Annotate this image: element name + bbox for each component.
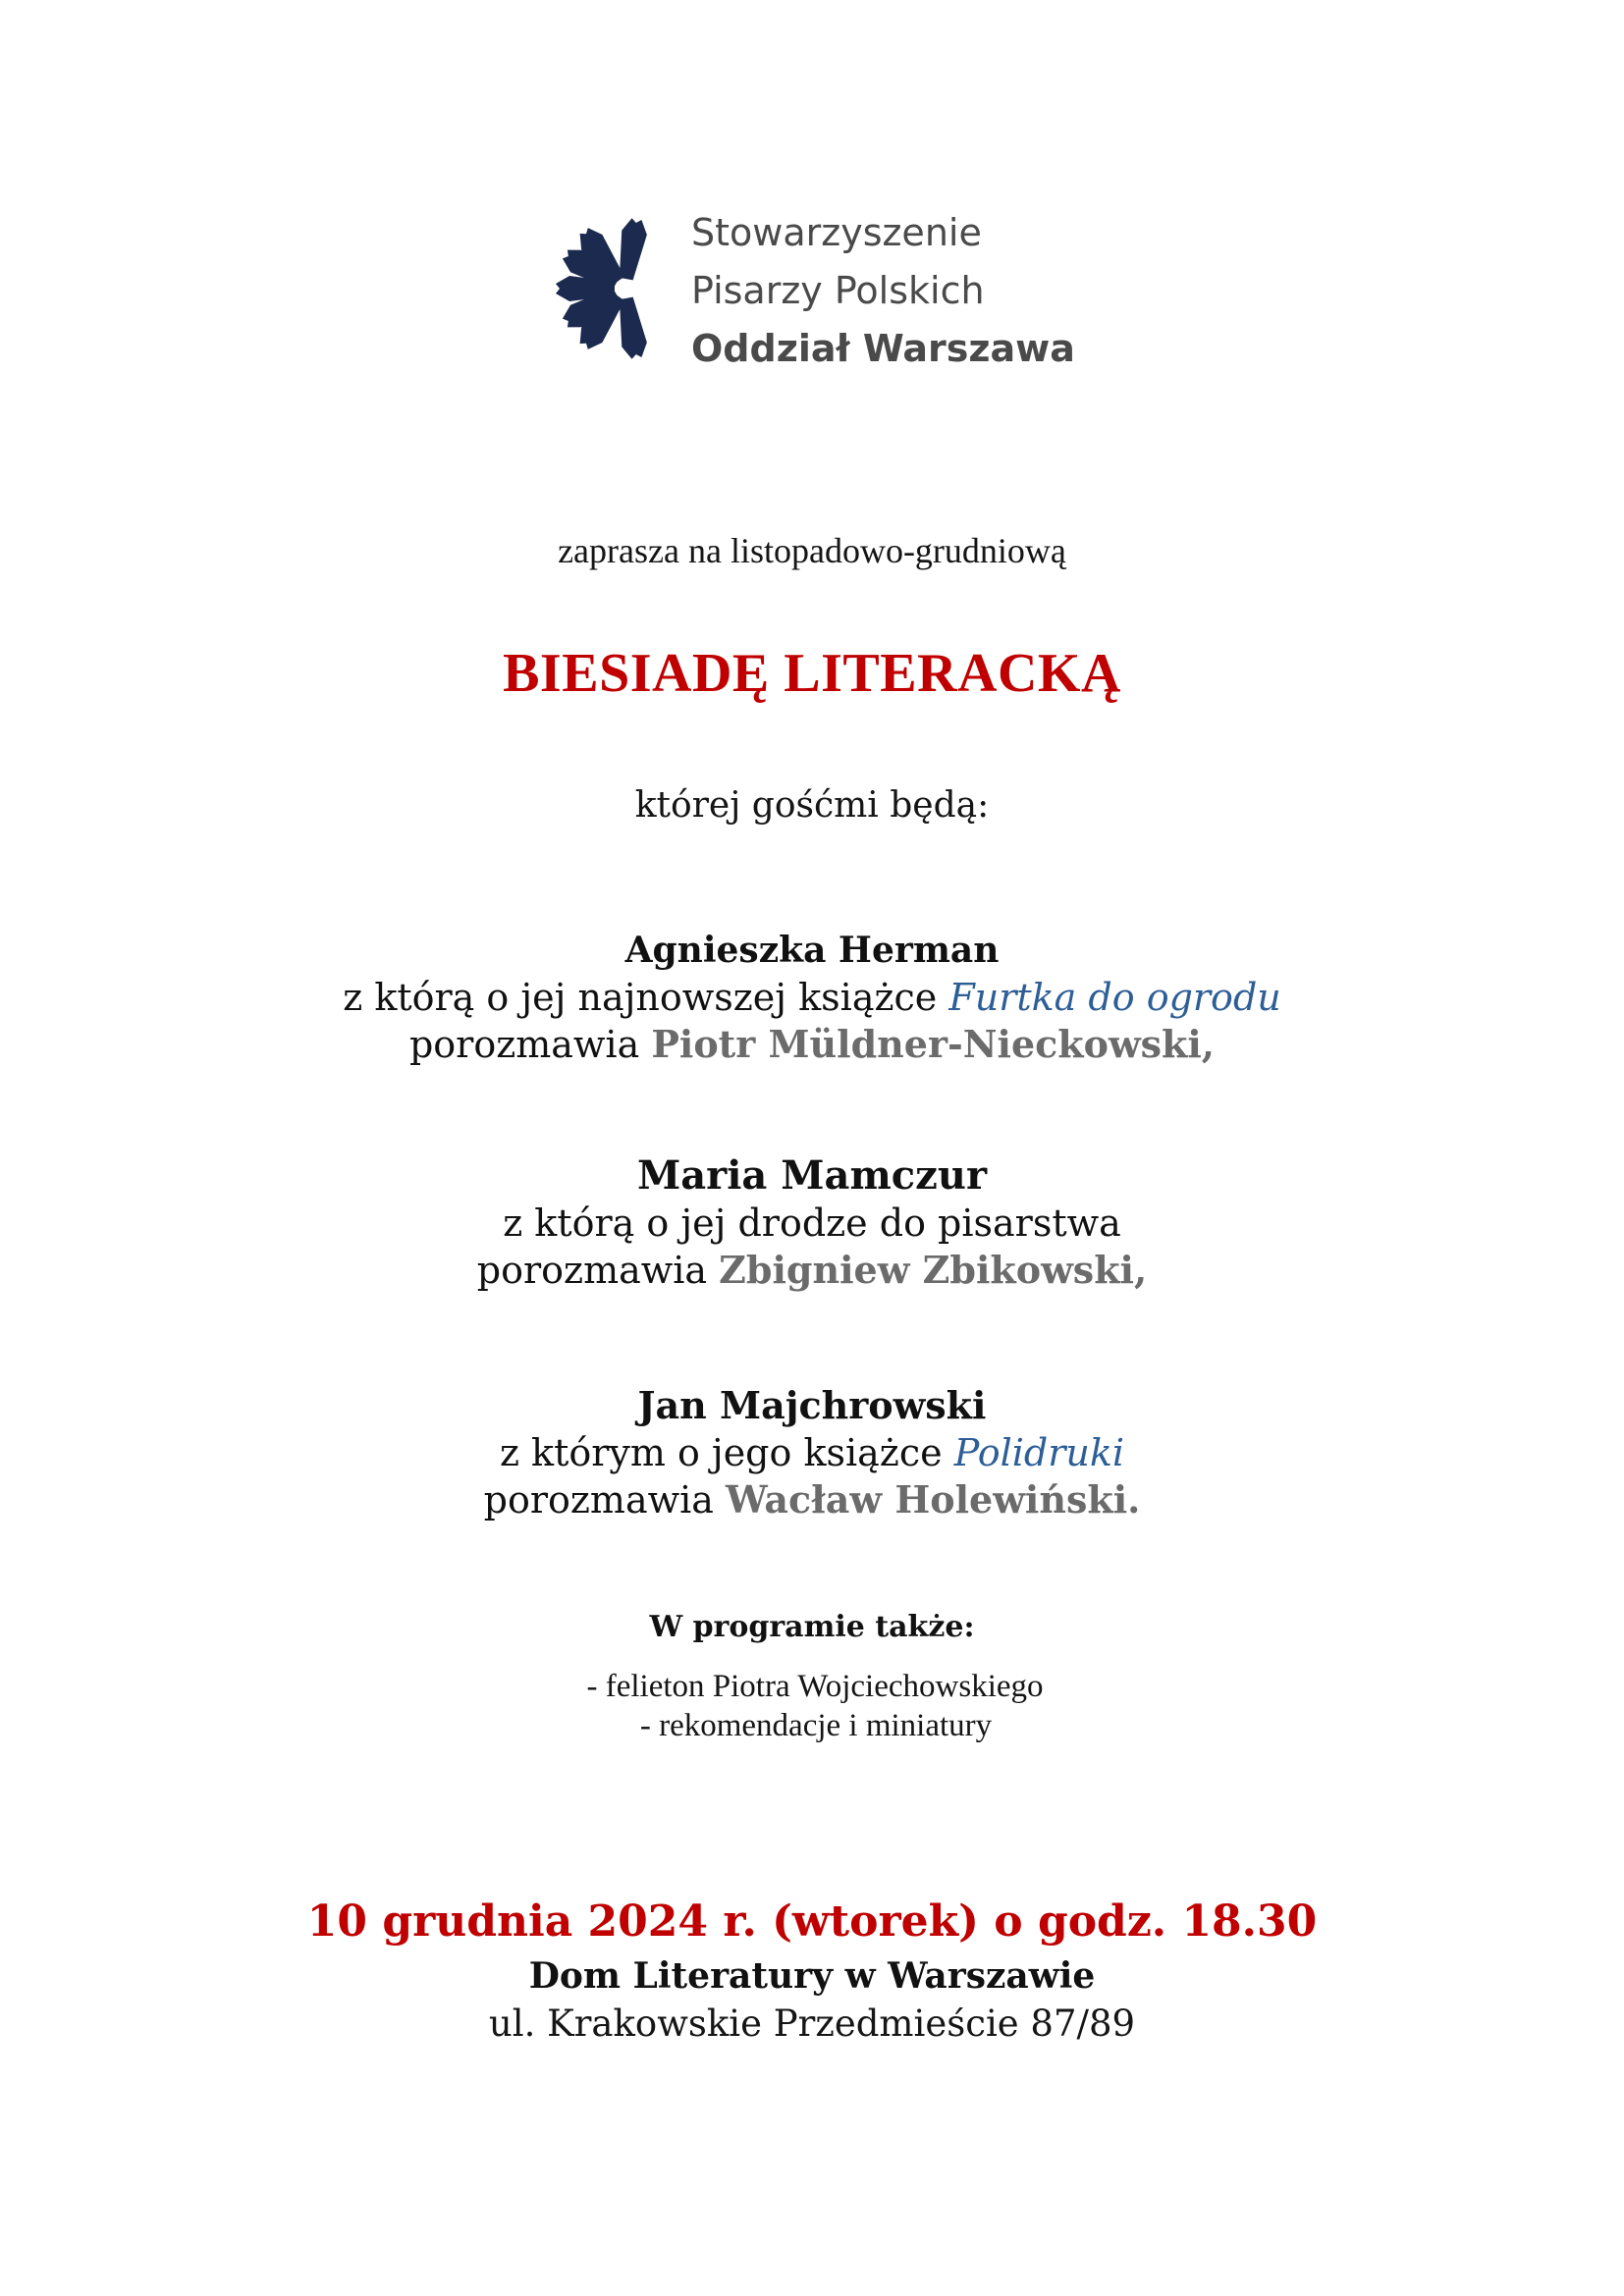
guest-block [0,927,1624,1068]
pen-nib-flower-icon [546,198,664,379]
host-prefix: porozmawia [483,1478,727,1522]
host-prefix: porozmawia [476,1249,720,1292]
logo-text [691,204,1075,378]
event-address: ul. Krakowskie Przedmieście 87/89 [488,2002,1136,2045]
guest-host-line [0,1021,1624,1068]
guest-topic-text: z którym o jego książce [499,1431,954,1474]
logo-line-3: Oddział Warszawa [691,327,1075,370]
guest-host-line [0,1476,1624,1523]
logo-line-2: Pisarzy Polskich [691,269,985,312]
guest-name: Agnieszka Herman [624,930,1000,971]
book-title: Furtka do ogrodu [948,976,1281,1019]
host-prefix: porozmawia [408,1023,652,1066]
program-heading: W programie także: [649,1610,975,1644]
guest-topic-text: z którą o jej najnowszej książce [343,976,949,1019]
host-name: Zbigniew Zbikowski, [719,1248,1148,1292]
guest-topic [0,974,1624,1021]
guest-host-line [0,1247,1624,1294]
guests-intro: której gośćmi będą: [634,785,990,826]
program-list [0,1667,1624,1745]
guest-block [0,1382,1624,1523]
guest-block [0,1152,1624,1294]
invitation-intro: zaprasza na listopadowo-grudniową [558,531,1066,570]
association-logo [546,196,1096,393]
host-name: Piotr Müldner-Nieckowski, [651,1022,1216,1066]
program-item: - rekomendacje i miniatury [639,1708,993,1743]
guest-name: Maria Mamczur [636,1152,988,1199]
guest-name: Jan Majchrowski [637,1383,987,1427]
book-title: Polidruki [953,1431,1125,1474]
logo-line-1: Stowarzyszenie [691,211,982,254]
event-venue: Dom Literatury w Warszawie [528,1955,1096,1997]
program-item: - felieton Piotra Wojciechowskiego [586,1669,1044,1704]
guest-topic: z którą o jej drodze do pisarstwa [503,1201,1121,1245]
event-date: 10 grudnia 2024 r. (wtorek) o godz. 18.30 [306,1896,1318,1947]
event-headline: BIESIADĘ LITERACKĄ [503,643,1121,704]
host-name: Wacław Holewiński. [726,1477,1141,1522]
guest-topic [0,1429,1624,1476]
